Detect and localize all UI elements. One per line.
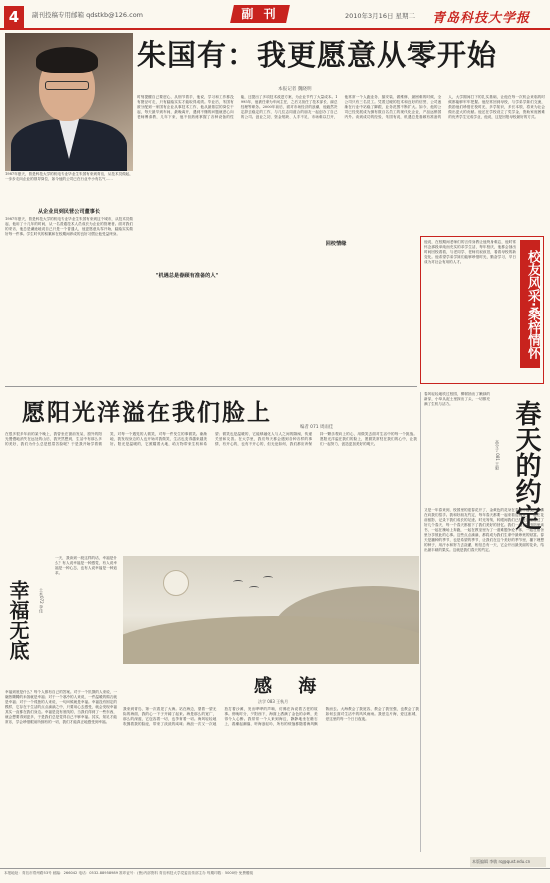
left-column-body: 1987年夏天，曾是科技大学的机电专业毕业生朱国有来到这个城市，从技术员做起，他用了十几年的时间，从一名普通技术人员成长为企业的管理者。面对我们的采访，他总是谦逊地说自己只是一个普通人，他更愿意从零开始，踏踏实实做好每一件事。学生时代的积累和在校期间养成的良好习惯让他受益终身。 (5, 217, 133, 236)
essay3-intro: 一天，我读到一段这样的话，幸福是什么？有人说幸福是一种感觉，有人说幸福是一种心态，也有人说幸福是一种追求。 (55, 556, 117, 575)
essay2-byline: 高分子 081 王毅 (495, 440, 500, 471)
essay3-body: 幸福到底是什么？每个人都有自己的答案。对于一个饥饿的人来说，一碗热腾腾的米饭就是幸福；对于一个寒冷的人来说，一件温暖的棉衣就是幸福；对于一个孤独的人来说，一句问候就是幸福。幸福没有固定的模样，它存在于生活的点点滴滴之中，只要用心去感受，就会发现幸福其实一直都在我们身边。幸福是没有底线的，当我们得到了一些东西，就会想要得到更多，于是我们总是觉得自己不够幸福。其实，知足才能常乐，学会珍惜眼前所拥有的一切，我们才能真正地感受到幸福。 (5, 690, 117, 724)
main-byline: 本报记者 魏晓明 (278, 87, 312, 92)
essay4-byline: 法学 083 王秋月 (258, 699, 289, 704)
footer-imprint: 本报地址：青岛市郑州路53号 邮编：266042 电话：0532-88958989 准印证号：(鲁)内部资料 青岛科技大学党委宣传部主办 每期印数：5000份 免费赠阅 (4, 871, 254, 875)
story2-byline: 编者 071 周雨佳 (300, 425, 334, 430)
story2-headline: 愿阳光洋溢在我们脸上 (22, 400, 272, 426)
essay2-title: 春天的约定 (511, 400, 541, 530)
sea-illustration (123, 556, 419, 664)
essay4-title: 感 海 (254, 676, 327, 697)
subhead-opportunity: "机遇总是眷顾有准备的人" (155, 273, 219, 279)
essay2-intro: 春风轻轻地吹过校园，柳树抽出了嫩绿的新芽，小草从泥土里探出了头，一切都充满了生机与活力。 (424, 392, 490, 406)
subhead-alma-mater: 回校情缘 (325, 241, 347, 247)
footer-editor: 本版编辑 李敏 rq@qust.edu.cn (472, 859, 531, 864)
page-number: 4 (4, 6, 24, 28)
header-rule (0, 28, 550, 30)
paper-name: 青岛科技大学报 (432, 11, 531, 26)
issue-date: 2010年3月16日 星期二 (345, 12, 416, 20)
essay2-body: 又是一年春来到，校园里的迎春花开了，金黄色的花朵在春风中摇曳，仿佛在向我们招手。我和好朋友约定，每年春天都要一起来看迎春花，一起在花前留影，记录下我们成长的足迹。时光匆匆，转眼间我们已经在这里度过了好几个春天，每一个春天都留下了我们美好的回忆。我们一起在图书馆里读书，一起在操场上奔跑，一起在教室里为了一道难题争论不休，一起在宿舍里分享彼此的心事。这些点点滴滴，都将成为我们生命中最珍贵的财富。春天是播种的季节，也是希望的季节，让我们在这个美好的季节里，播下理想的种子，用汗水和努力去浇灌，相信总有一天，它会开出最美丽的花朵，结出最丰硕的果实。这就是我们春天的约定。 (424, 508, 544, 552)
column-rule (420, 392, 421, 852)
footer-rule (0, 868, 550, 869)
essay3-title: 幸福无底 (6, 580, 30, 660)
section-divider (5, 386, 417, 387)
subhead-career: 从企业员到民营公司董事长 (37, 209, 101, 215)
main-headline: 朱国有：我更愿意从零开始 (137, 38, 498, 72)
sidebar-body: 他说，在校期间老师们的言传身教让他终身难忘，他时常怀念那段单纯而充实的求学生活，每年校庆，他都会抽出时间回校看看，与老同学、老师们叙叙旧，看看母校的新变化。他希望学弟学妹们能够珍惜时光，勤奋学习，早日成为对社会有用的人才。 (424, 240, 516, 264)
essay3-byline: 土木072 李佳 (39, 588, 44, 613)
section-tag (230, 5, 290, 23)
sidebar-title: 校友风采·桑梓情怀 (520, 240, 540, 368)
portrait-photo (5, 33, 133, 171)
header-info: 副刊投稿专用邮箱 qdstkb@126.com (32, 11, 143, 19)
essay4-body: 我来到青岛，第一次看见了大海。站在海边，望着一望无际的海面，我的心一下子开阔了起来。海是那么的宽广，那么的深邃，它包容着一切，也孕育着一切。海风轻轻地吹拂着我的脸庞，带来了淡淡的咸味；海浪一次又一次地拍打着沙滩，发出哗哗的声响，仿佛在诉说着古老的故事。傍晚时分，夕阳西下，海面上洒满了金色的余晖，美得令人心醉。我常常一个人来到海边，静静地坐在礁石上，看潮起潮落，听海浪轻吟，所有的烦恼都随着海风飘散而去。大海教会了我宽容，教会了我坚强，也教会了我如何去面对生活中的风风雨雨。我爱这片海，爱这座城，爱这里的每一个日日夜夜。 (123, 707, 419, 726)
section-label: 副 刊 (241, 7, 279, 21)
photo-caption: 1987年夏天，曾是科技大学的机电专业毕业生朱国有来到青岛，从技术员做起，一步步走向企业的领导岗位，如今他的公司已在行业中小有名气…… (5, 172, 133, 181)
main-story-body: 时刻提醒自己要虚心，从细节着手，他说，学习和工作都没有捷径可走，只有踏踏实实才能取得成绩。毕业后，朱国有被分配到一家国有企业从事技术工作，他从最基层的岗位干起，每天最早到车间，最晚离开，遇到不懂的问题就虚心向老师傅请教，几年下来，他不但熟练掌握了各种设备的性能，还提出了多项技术改进方案，为企业节约了大量成本。1995年，他被任命为车间主任，之后又担任了技术部长、副总经理等职务。2000年前后，面对市场经济的浪潮，他毅然决定辞去稳定的工作，与几位志同道合的朋友一起创办了自己的公司。创业之初，资金短缺、人手不足、市场难以打开，他常常一个人跑业务、搞安装、做维修，最困难的时候，全公司只有三名员工。凭着过硬的技术和良好的信誉，公司逐渐在行业中站稳了脚跟，业务范围不断扩大。如今，他的公司已经发展成为拥有数百名员工的现代化企业，产品远销国内外。谈到成功的经验，朱国有说，机遇总是眷顾有准备的人，大学期间打下的扎实基础，让他在每一次机会来临的时候都能够牢牢把握。他经常回到母校，与学弟学妹们交流，鼓励他们珍惜在校时光，多学知识，多长本领，将来为社会做出更大的贡献。他还在学校设立了奖学金，资助家庭困难的优秀学生完成学业，他说，这是回报母校最好的方式。 (137, 95, 545, 119)
story2-body: 在很多很多年前的某个晚上，我曾坐在窗前发呆，窗外的阳光慢慢地消失在远处的山后，我突然想到，生活中有那么多的美好，我们为什么总是愁眉苦脸呢？于是我开始学着微笑，对每一个遇见的人微笑，对每一件发生的事微笑。渐渐地，我发现身边的人也开始对我微笑，生活也变得越来越美好。阳光是温暖的，它照耀着大地，给万物带来生机和希望；微笑也是温暖的，它能够融化人与人之间的隔阂，传递关爱和友善。在大学里，我们每天都会遇到各种各样的事情，有开心的，也有不开心的，但无论如何，我们都应该保持一颗乐观向上的心，用微笑去面对生活中的每一个挑战。愿阳光洋溢在我们的脸上，愿微笑常驻在我们的心中，让我们一起努力，创造更加美好的明天。 (5, 432, 417, 446)
